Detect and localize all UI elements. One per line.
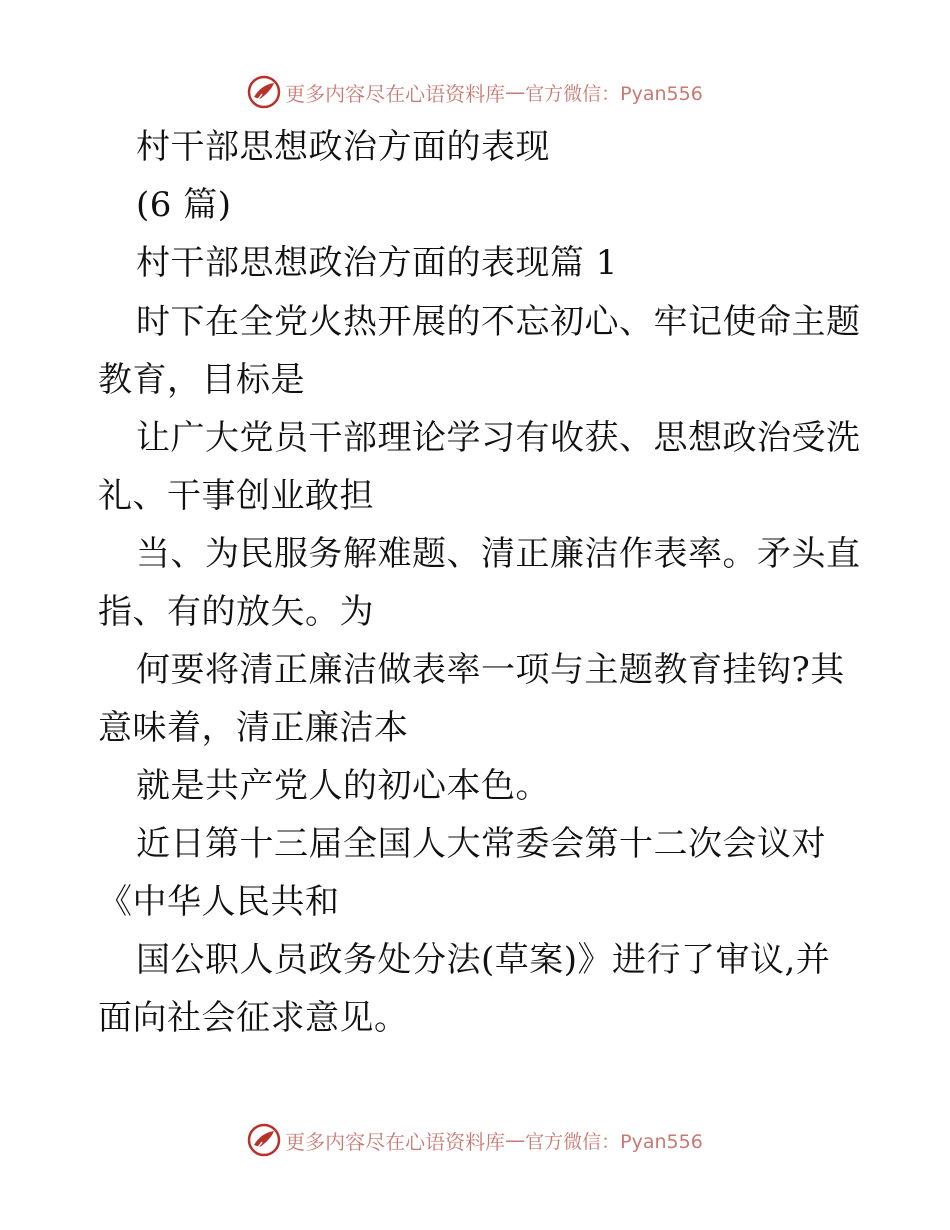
paragraph-line: 就是共产党人的初心本色。 <box>136 766 550 806</box>
watermark-text: 更多内容尽在心语资料库 <box>285 1129 506 1154</box>
watermark-text: 更多内容尽在心语资料库 <box>285 81 506 106</box>
document-title: 村干部思想政治方面的表现 <box>136 127 550 167</box>
paragraph-line: 《中华人民共和 <box>98 882 340 922</box>
document-subtitle: (6 篇) <box>136 185 232 225</box>
paragraph-line: 指、有的放矢。为 <box>98 592 374 632</box>
watermark-contact: 官方微信：Pyan556 <box>525 1130 703 1153</box>
paragraph-line: 何要将清正廉洁做表率一项与主题教育挂钩?其 <box>136 650 845 690</box>
paragraph-line: 意味着，清正廉洁本 <box>98 708 409 748</box>
paragraph-line: 国公职人员政务处分法(草案)》进行了审议,并 <box>136 940 831 980</box>
paragraph-line: 当、为民服务解难题、清正廉洁作表率。矛头直 <box>136 534 861 574</box>
watermark-header <box>0 72 950 112</box>
paragraph-line: 时下在全党火热开展的不忘初心、牢记使命主题 <box>136 302 861 342</box>
pen-nib-logo-icon <box>247 1123 281 1157</box>
paragraph-line: 礼、干事创业敢担 <box>98 476 374 516</box>
paragraph-line: 近日第十三届全国人大常委会第十二次会议对 <box>136 824 826 864</box>
watermark-footer <box>0 1120 950 1160</box>
watermark-dash: — <box>505 80 526 104</box>
watermark-contact: 官方微信：Pyan556 <box>525 82 703 105</box>
pen-nib-logo-icon <box>247 75 281 109</box>
section-heading: 村干部思想政治方面的表现篇 1 <box>136 243 618 283</box>
watermark-dash: — <box>505 1128 526 1152</box>
paragraph-line: 教育，目标是 <box>98 360 305 400</box>
paragraph-line: 让广大党员干部理论学习有收获、思想政治受洗 <box>136 418 861 458</box>
paragraph-line: 面向社会征求意见。 <box>98 998 409 1038</box>
